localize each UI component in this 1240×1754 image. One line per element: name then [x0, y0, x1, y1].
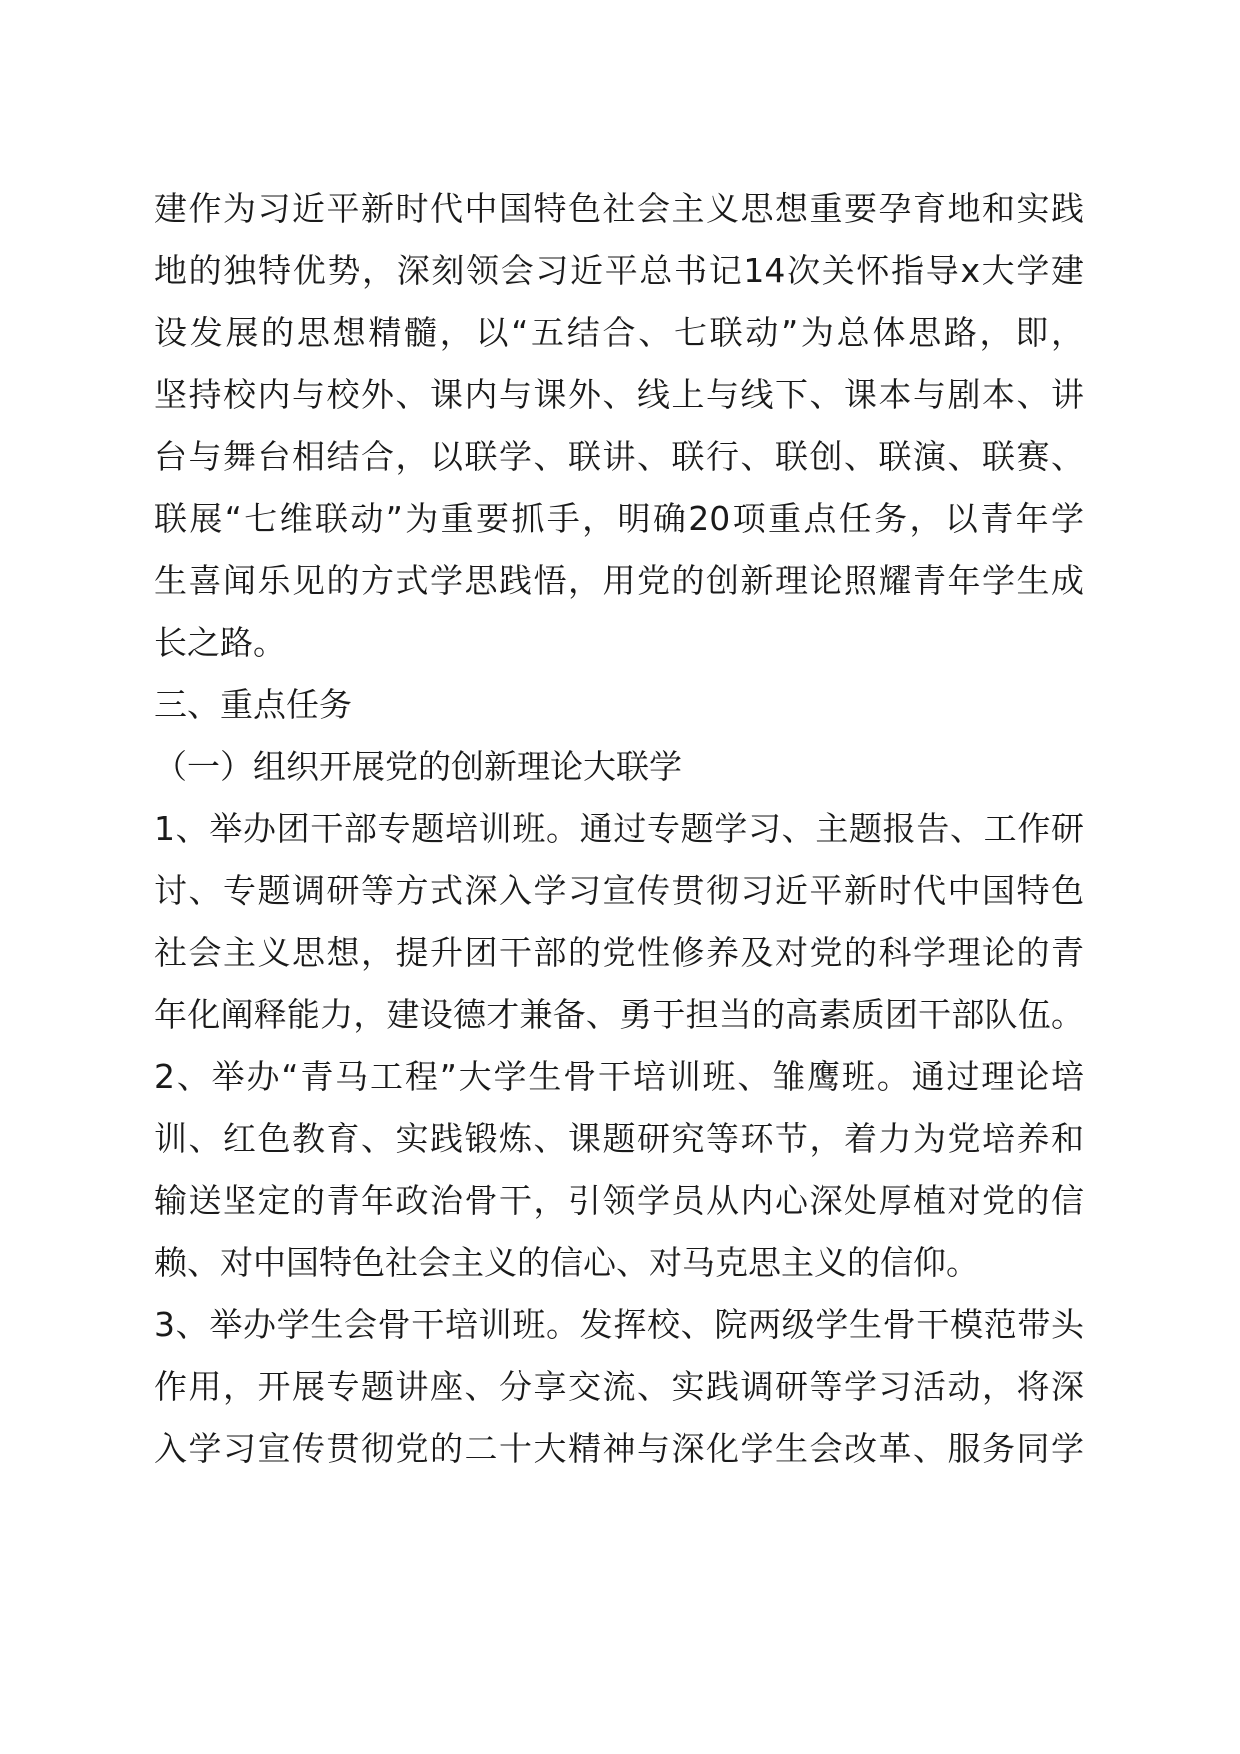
body-text-line: 1、举办团干部专题培训班。通过专题学习、主题报告、工作研	[154, 809, 1084, 848]
body-text-line: 年化阐释能力，建设德才兼备、勇于担当的高素质团干部队伍。	[154, 995, 1084, 1034]
subsection-heading: （一）组织开展党的创新理论大联学	[154, 747, 682, 786]
body-text-line: 输送坚定的青年政治骨干，引领学员从内心深处厚植对党的信	[154, 1181, 1084, 1220]
body-text-line: 2、举办“青马工程”大学生骨干培训班、雏鹰班。通过理论培	[154, 1057, 1084, 1096]
body-text-line: 坚持校内与校外、课内与课外、线上与线下、课本与剧本、讲	[154, 375, 1084, 414]
body-text-line: 建作为习近平新时代中国特色社会主义思想重要孕育地和实践	[154, 189, 1084, 228]
body-text-line: 赖、对中国特色社会主义的信心、对马克思主义的信仰。	[154, 1243, 979, 1282]
body-text-line: 长之路。	[154, 623, 286, 662]
body-text-line: 生喜闻乐见的方式学思践悟，用党的创新理论照耀青年学生成	[154, 561, 1084, 600]
body-text-line: 地的独特优势，深刻领会习近平总书记14次关怀指导x大学建	[154, 251, 1084, 290]
body-text-line: 入学习宣传贯彻党的二十大精神与深化学生会改革、服务同学	[154, 1429, 1084, 1468]
body-text-line: 训、红色教育、实践锻炼、课题研究等环节，着力为党培养和	[154, 1119, 1084, 1158]
body-text-line: 作用，开展专题讲座、分享交流、实践调研等学习活动，将深	[154, 1367, 1084, 1406]
body-text-line: 联展“七维联动”为重要抓手，明确20项重点任务，以青年学	[154, 499, 1084, 538]
body-text-line: 设发展的思想精髓，以“五结合、七联动”为总体思路，即，	[154, 313, 1084, 352]
body-text-line: 讨、专题调研等方式深入学习宣传贯彻习近平新时代中国特色	[154, 871, 1084, 910]
body-text-line: 社会主义思想，提升团干部的党性修养及对党的科学理论的青	[154, 933, 1084, 972]
section-heading: 三、重点任务	[154, 685, 352, 724]
body-text-line: 3、举办学生会骨干培训班。发挥校、院两级学生骨干模范带头	[154, 1305, 1084, 1344]
body-text-line: 台与舞台相结合，以联学、联讲、联行、联创、联演、联赛、	[154, 437, 1084, 476]
